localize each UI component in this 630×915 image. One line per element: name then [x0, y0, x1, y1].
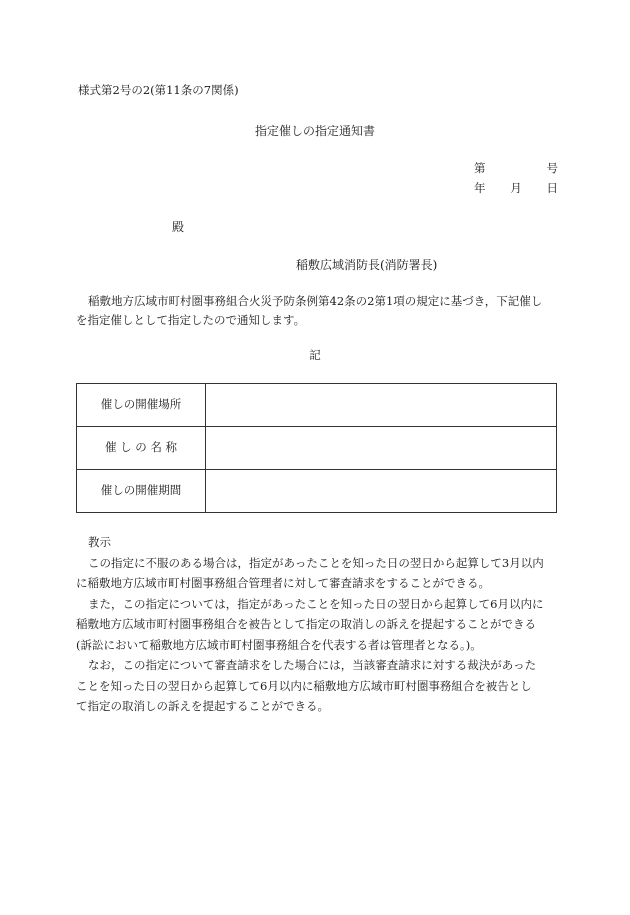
period-value: [206, 470, 557, 513]
instruction-heading: 教示: [88, 535, 111, 549]
venue-value: [206, 384, 557, 427]
form-number: 様式第2号の2(第11条の7関係): [78, 83, 239, 97]
instruction-line: て指定の取消しの訴えを提起することができる。: [76, 699, 329, 713]
date-line: [474, 180, 558, 197]
table-row: [77, 427, 557, 470]
document-number-line: [474, 160, 558, 177]
appeal-instruction: [76, 532, 560, 717]
number-suffix: 号: [546, 161, 558, 175]
date-month: 月: [510, 181, 522, 195]
notice-body: [76, 292, 559, 330]
instruction-line: なお，この指定について審査請求をした場合には，当該審査請求に対する裁決があった: [88, 658, 537, 672]
venue-label: 催しの開催場所: [77, 384, 206, 427]
instruction-line: (訴訟において稲敷地方広域市町村圏事務組合を代表する者は管理者となる。)。: [76, 637, 482, 652]
event-info-table: [76, 383, 557, 513]
body-line: 稲敷地方広域市町村圏事務組合火災予防条例第42条の2第1項の規定に基づき，下記催し: [88, 294, 543, 308]
instruction-line: この指定に不服のある場合は，指定があったことを知った日の翌日から起算して3月以内: [88, 555, 544, 570]
period-label: 催しの開催期間: [77, 470, 206, 513]
number-prefix: 第: [474, 161, 486, 175]
ki-mark: 記: [309, 348, 321, 362]
table-row: [77, 384, 557, 427]
instruction-line: また，この指定については，指定があったことを知った日の翌日から起算して6月以内に: [88, 596, 544, 611]
instruction-line: 稲敷地方広域市町村圏事務組合を被告として指定の取消しの訴えを提起することができる: [76, 617, 536, 631]
body-line: を指定催しとして指定したので通知します。: [76, 313, 306, 327]
event-name-value: [206, 427, 557, 470]
document-title: 指定催しの指定通知書: [254, 124, 375, 138]
instruction-line: に稲敷地方広域市町村圏事務組合管理者に対して審査請求をすることができる。: [76, 576, 490, 590]
instruction-line: ことを知った日の翌日から起算して6月以内に稲敷地方広域市町村圏事務組合を被告とし: [76, 678, 532, 693]
event-name-label: 催 し の 名 称: [77, 427, 206, 470]
date-year: 年: [474, 181, 486, 195]
date-day: 日: [546, 181, 558, 195]
addressee-honorific: 殿: [172, 220, 185, 234]
issuer-name: 稲敷広域消防長(消防署長): [296, 258, 438, 272]
table-row: [77, 470, 557, 513]
